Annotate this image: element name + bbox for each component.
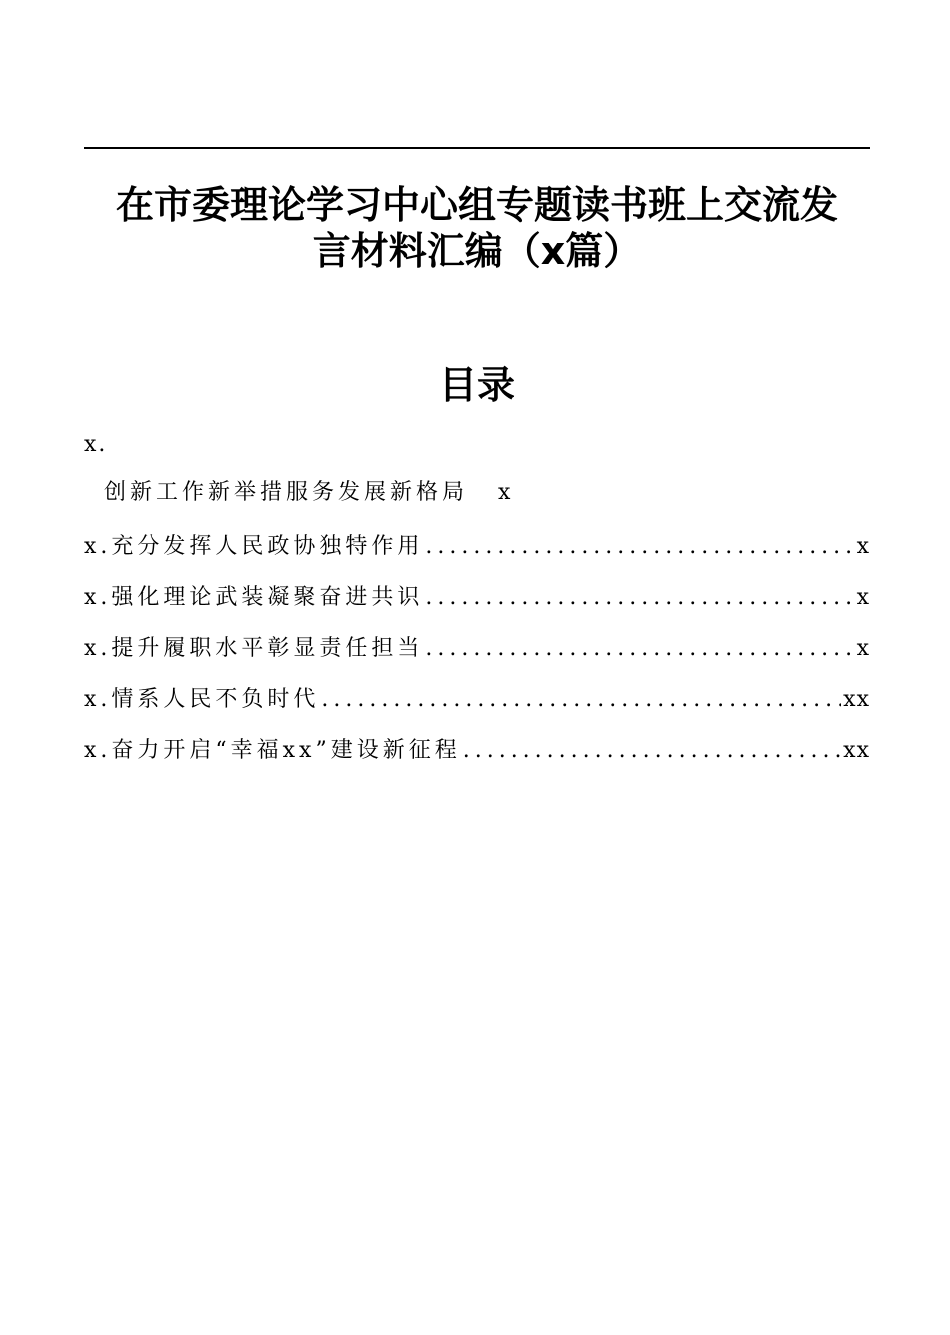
document-title xyxy=(84,182,870,274)
toc-sub-entry-title: 创新工作新举措服务发展新格局 xyxy=(104,480,469,505)
header-rule xyxy=(84,147,870,149)
toc-heading: 目录 xyxy=(438,363,515,407)
toc-entry-page: x xyxy=(856,636,870,661)
table-of-contents xyxy=(84,425,870,776)
toc-entry[interactable] xyxy=(84,623,870,674)
document-title-line-1: 在市委理论学习中心组专题读书班上交流发 xyxy=(115,183,838,227)
toc-entry[interactable] xyxy=(84,725,870,776)
toc-entry-page: xx xyxy=(843,687,870,712)
toc-leader-dots xyxy=(425,572,854,623)
toc-entry[interactable] xyxy=(84,521,870,572)
toc-entry-title: x.奋力开启“幸福xx”建设新征程 xyxy=(84,738,461,763)
toc-entry[interactable] xyxy=(84,572,870,623)
toc-entry-page: xx xyxy=(843,738,870,763)
toc-entry-title: x.强化理论武装凝聚奋进共识 xyxy=(84,585,424,610)
toc-entry-title: x.充分发挥人民政协独特作用 xyxy=(84,534,424,559)
toc-leader-dots xyxy=(463,725,841,776)
toc-entry[interactable] xyxy=(84,674,870,725)
toc-leader-dots xyxy=(425,623,854,674)
document-title-line-2: 言材料汇编（x篇） xyxy=(312,229,642,273)
toc-entry-page: x xyxy=(856,534,870,559)
toc-leader-dots xyxy=(321,674,841,725)
toc-first-entry[interactable]: x. xyxy=(84,432,108,457)
toc-sub-entry[interactable] xyxy=(84,465,870,521)
toc-leader-dots xyxy=(425,521,854,572)
toc-entry-title: x.提升履职水平彰显责任担当 xyxy=(84,636,424,661)
toc-entry-title: x.情系人民不负时代 xyxy=(84,687,320,712)
toc-entry-page: x xyxy=(856,585,870,610)
toc-sub-entry-page: x xyxy=(498,480,515,505)
